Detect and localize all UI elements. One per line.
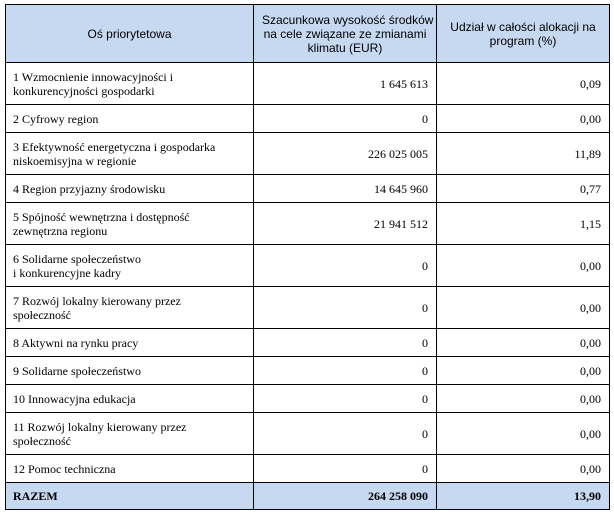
header-estimated-amount	[254, 5, 437, 63]
climate-allocation-table	[5, 4, 610, 510]
share-cell: 11,89	[437, 133, 610, 175]
priority-axis-cell	[6, 245, 254, 287]
share-cell: 0,00	[437, 357, 610, 385]
share-cell: 0,00	[437, 287, 610, 329]
header-line: Oś priorytetowa	[87, 26, 172, 41]
cell-line: społeczność	[13, 433, 71, 448]
total-label: RAZEM	[6, 483, 254, 510]
share-cell: 0,00	[437, 329, 610, 357]
table-row	[6, 455, 610, 483]
share-cell: 0,00	[437, 385, 610, 413]
table-row	[6, 287, 610, 329]
share-cell: 1,15	[437, 203, 610, 245]
amount-cell: 0	[254, 105, 437, 133]
amount-cell: 0	[254, 413, 437, 455]
cell-line: społeczność	[13, 307, 71, 322]
header-row	[6, 5, 610, 63]
amount-cell: 21 941 512	[254, 203, 437, 245]
priority-axis-cell	[6, 175, 254, 203]
table-row	[6, 357, 610, 385]
priority-axis-cell	[6, 63, 254, 105]
cell-line: 6 Solidarne społeczeństwo	[13, 251, 141, 266]
priority-axis-cell	[6, 133, 254, 175]
share-cell: 0,00	[437, 105, 610, 133]
total-row	[6, 483, 610, 510]
table-row	[6, 385, 610, 413]
header-priority-axis	[6, 5, 254, 63]
amount-cell: 0	[254, 455, 437, 483]
share-cell: 0,00	[437, 245, 610, 287]
share-cell: 0,00	[437, 413, 610, 455]
priority-axis-cell	[6, 105, 254, 133]
table-row	[6, 63, 610, 105]
cell-line: 11 Rozwój lokalny kierowany przez	[13, 419, 187, 434]
table-row	[6, 329, 610, 357]
priority-axis-cell	[6, 385, 254, 413]
cell-line: niskoemisyjna w regionie	[13, 153, 137, 168]
cell-line: 4 Region przyjazny środowisku	[13, 181, 166, 196]
cell-line: 10 Innowacyjna edukacja	[13, 391, 136, 406]
table-row	[6, 245, 610, 287]
amount-cell: 0	[254, 245, 437, 287]
share-cell: 0,00	[437, 455, 610, 483]
header-line: klimatu (EUR)	[307, 40, 383, 55]
total-amount: 264 258 090	[254, 483, 437, 510]
header-line: Szacunkowa wysokość środków	[262, 12, 434, 27]
cell-line: 7 Rozwój lokalny kierowany przez	[13, 293, 181, 308]
table-row	[6, 203, 610, 245]
amount-cell: 14 645 960	[254, 175, 437, 203]
cell-line: 2 Cyfrowy region	[13, 111, 99, 126]
amount-cell: 0	[254, 287, 437, 329]
share-cell: 0,77	[437, 175, 610, 203]
header-allocation-share	[437, 5, 610, 63]
table-row	[6, 175, 610, 203]
amount-cell: 226 025 005	[254, 133, 437, 175]
cell-line: 9 Solidarne społeczeństwo	[13, 363, 141, 378]
priority-axis-cell	[6, 455, 254, 483]
header-line: Udział w całości alokacji na	[450, 19, 596, 34]
amount-cell: 0	[254, 385, 437, 413]
total-share: 13,90	[437, 483, 610, 510]
share-cell: 0,09	[437, 63, 610, 105]
amount-cell: 1 645 613	[254, 63, 437, 105]
header-line: program (%)	[489, 33, 557, 48]
amount-cell: 0	[254, 329, 437, 357]
cell-line: 1 Wzmocnienie innowacyjności i	[13, 69, 174, 84]
priority-axis-cell	[6, 287, 254, 329]
cell-line: 12 Pomoc techniczna	[13, 461, 116, 476]
table-row	[6, 413, 610, 455]
priority-axis-cell	[6, 203, 254, 245]
table-row	[6, 133, 610, 175]
cell-line: 5 Spójność wewnętrzna i dostępność	[13, 209, 190, 224]
cell-line: konkurencyjności gospodarki	[13, 83, 155, 98]
priority-axis-cell	[6, 413, 254, 455]
cell-line: 8 Aktywni na rynku pracy	[13, 335, 139, 350]
amount-cell: 0	[254, 357, 437, 385]
cell-line: i konkurencyjne kadry	[13, 265, 121, 280]
header-line: na cele związane ze zmianami	[263, 26, 427, 41]
cell-line: 3 Efektywność energetyczna i gospodarka	[13, 139, 216, 154]
table-row	[6, 105, 610, 133]
cell-line: zewnętrzna regionu	[13, 223, 108, 238]
priority-axis-cell	[6, 357, 254, 385]
priority-axis-cell	[6, 329, 254, 357]
